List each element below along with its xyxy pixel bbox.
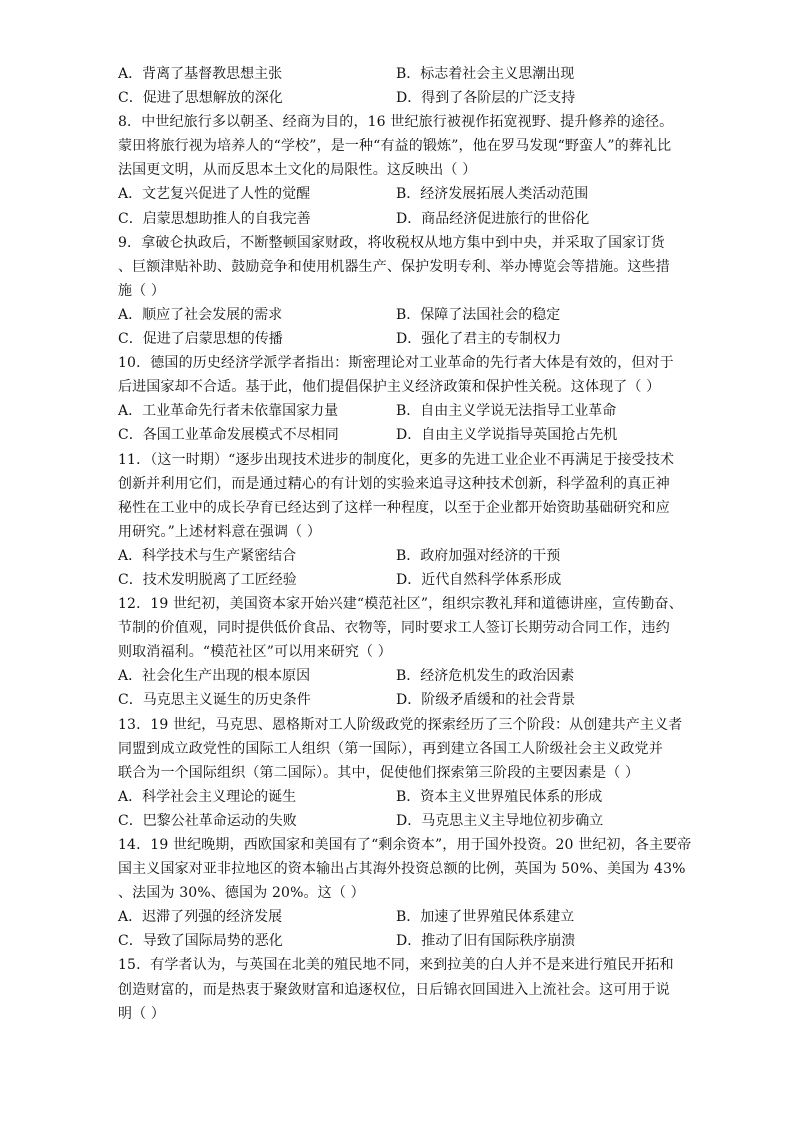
option-d: D．得到了各阶层的广泛支持 [396, 90, 576, 107]
options-row [118, 929, 678, 953]
question-11 [118, 448, 678, 593]
option-b: B．经济危机发生的政治因素 [396, 668, 575, 685]
options-row [118, 303, 678, 327]
option-b: B．标志着社会主义思潮出现 [396, 66, 575, 82]
question-stem-line: 、巨额津贴补助、鼓励竞争和使用机器生产、保护发明专利、举办博览会等措施。这些措 [118, 258, 670, 275]
option-d: D．近代自然科学体系形成 [396, 571, 562, 588]
option-d: D．自由主义学说指导英国抢占先机 [396, 427, 618, 444]
options-row [118, 423, 678, 447]
option-a: A．科学技术与生产紧密结合 [118, 547, 297, 564]
question-stem-line: 11．（这一时期）“逐步出现技术进步的制度化，更多的先进工业企业不再满足于接受技术 [118, 451, 675, 468]
option-c: C．启蒙思想助推人的自我完善 [118, 210, 311, 227]
question-15 [118, 953, 678, 1025]
option-b: B．经济发展拓展人类活动范围 [396, 186, 589, 203]
question-stem-line: 用研究。”上述材料意在强调（ ） [118, 523, 322, 540]
options-row [118, 809, 678, 833]
question-stem-line: 同盟到成立政党性的国际工人组织（第一国际），再到建立各国工人阶级社会主义政党并 [118, 740, 663, 757]
question-stem-line: 、法国为 30%、德国为 20%。这（ ） [118, 885, 365, 902]
options-row [118, 544, 678, 568]
question-10 [118, 351, 678, 447]
options-row [118, 182, 678, 206]
option-c: C．导致了国际局势的恶化 [118, 933, 283, 950]
options-row [118, 399, 678, 423]
question-14 [118, 833, 692, 953]
option-d: D．商品经济促进旅行的世俗化 [396, 210, 590, 227]
question-stem-line: 15．有学者认为，与英国在北美的殖民地不同，来到拉美的白人并不是来进行殖民开拓和 [118, 957, 674, 974]
exam-page [118, 62, 692, 1026]
option-b: B．保障了法国社会的稳定 [396, 306, 561, 323]
option-d: D．阶级矛盾缓和的社会背景 [396, 692, 576, 709]
question-stem-line: 则取消福利。“模范社区”可以用来研究（ ） [118, 644, 392, 661]
option-c: C．促进了启蒙思想的传播 [118, 331, 283, 348]
options-row [118, 785, 678, 809]
option-c: C．各国工业革命发展模式不尽相同 [118, 427, 339, 444]
question-stem-line: 法国更文明，从而反思本土文化的局限性。这反映出（ ） [118, 162, 477, 179]
question-stem-line: 14．19 世纪晚期，西欧国家和美国有了“剩余资本”，用于国外投资。20 世纪初，各主要帝 [118, 837, 692, 853]
question-stem-line: 9．拿破仑执政后，不断整顿国家财政，将收税权从地方集中到中央，并采取了国家订货 [118, 234, 665, 251]
option-c: C．技术发明脱离了工匠经验 [118, 571, 297, 588]
option-a: A．顺应了社会发展的需求 [118, 306, 283, 323]
question-13 [118, 713, 683, 833]
prev-question-options-row-1 [118, 62, 678, 86]
option-a: A．文艺复兴促进了人性的觉醒 [118, 186, 311, 203]
question-stem-line: 13．19 世纪，马克思、恩格斯对工人阶级政党的探索经历了三个阶段：从创建共产主义者 [118, 716, 683, 733]
question-stem-line: 秘性在工业中的成长孕育已经达到了这样一种程度，以至于企业都开始资助基础研究和应 [118, 499, 670, 516]
question-stem-line: 国主义国家对亚非拉地区的资本输出占其海外投资总额的比例，英国为 50%、美国为 43% [118, 861, 686, 878]
question-stem-line: 8．中世纪旅行多以朝圣、经商为目的，16 世纪旅行被视作拓宽视野、提升修养的途径。 [118, 114, 674, 131]
options-row [118, 327, 678, 351]
option-b: B．资本主义世界殖民体系的形成 [396, 788, 603, 805]
option-a: A．背离了基督教思想主张 [118, 66, 283, 82]
option-a: A．迟滞了列强的经济发展 [118, 909, 283, 926]
question-8 [118, 110, 678, 230]
option-b: B．自由主义学说无法指导工业革命 [396, 403, 617, 420]
options-row [118, 688, 678, 712]
option-b: B．加速了世界殖民体系建立 [396, 909, 575, 926]
options-row [118, 664, 678, 688]
question-stem-line: 10．德国的历史经济学派学者指出：斯密理论对工业革命的先行者大体是有效的，但对于 [118, 355, 674, 372]
option-d: D．马克思主义主导地位初步确立 [396, 812, 604, 829]
question-12 [118, 592, 683, 712]
option-c: C．促进了思想解放的深化 [118, 90, 283, 107]
question-stem-line: 蒙田将旅行视为培养人的“学校”，是一种“有益的锻炼”，他在罗马发现“野蛮人”的葬礼比 [118, 138, 672, 155]
options-row [118, 207, 678, 231]
question-stem-line: 施（ ） [118, 282, 166, 299]
question-stem-line: 创新并利用它们，而是通过精心的有计划的实验来追寻这种技术创新，科学盈利的真正神 [118, 475, 670, 492]
question-stem-line: 后进国家却不合适。基于此，他们提倡保护主义经济政策和保护性关税。这体现了（ ） [118, 379, 661, 396]
question-stem-line: 明（ ） [118, 1005, 166, 1022]
prev-question-options-row-2 [118, 86, 678, 110]
option-d: D．强化了君主的专制权力 [396, 331, 562, 348]
question-stem-line: 联合为一个国际组织（第二国际）。其中，促使他们探索第三阶段的主要因素是（ ） [118, 764, 640, 781]
option-d: D．推动了旧有国际秩序崩溃 [396, 933, 576, 950]
question-stem-line: 节制的价值观，同时提供低价食品、衣物等，同时要求工人签订长期劳动合同工作，违约 [118, 620, 670, 637]
option-b: B．政府加强对经济的干预 [396, 547, 561, 564]
option-a: A．社会化生产出现的根本原因 [118, 668, 311, 685]
option-a: A．科学社会主义理论的诞生 [118, 788, 297, 805]
option-c: C．马克思主义诞生的历史条件 [118, 692, 311, 709]
option-a: A．工业革命先行者未依靠国家力量 [118, 403, 339, 420]
options-row [118, 905, 678, 929]
question-stem-line: 12．19 世纪初，美国资本家开始兴建“模范社区”，组织宗教礼拜和道德讲座，宣传勤奋、 [118, 596, 683, 613]
option-c: C．巴黎公社革命运动的失败 [118, 812, 297, 829]
options-row [118, 568, 678, 592]
question-stem-line: 创造财富的，而是热衷于聚敛财富和追逐权位，日后锦衣回国进入上流社会。这可用于说 [118, 981, 670, 998]
question-9 [118, 231, 678, 351]
